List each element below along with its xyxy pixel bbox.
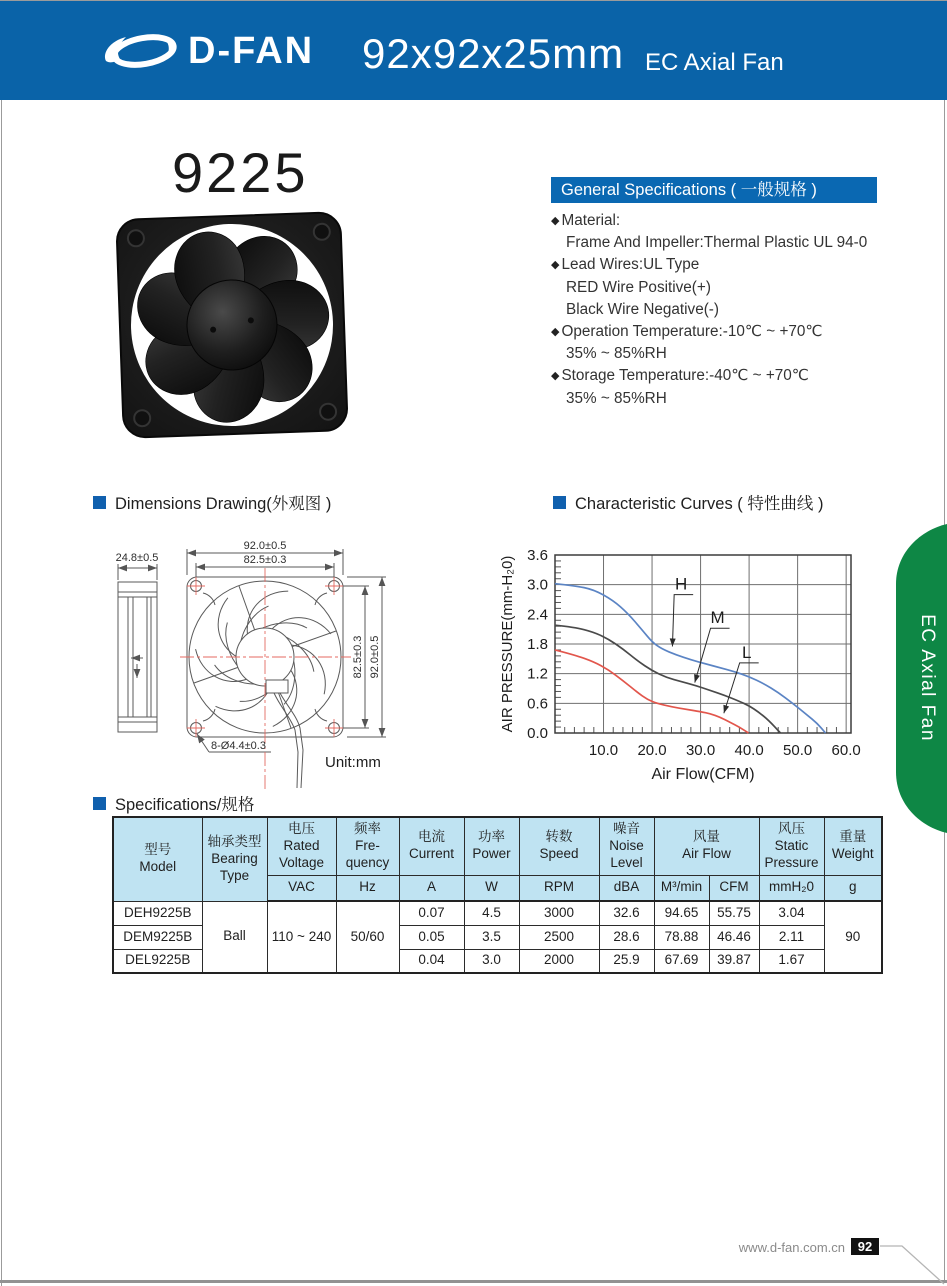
cell-airflow-m3: 78.88 [654,925,709,949]
side-tab-label: EC Axial Fan [917,614,938,742]
unit-noise: dBA [599,875,654,901]
cell-speed: 2500 [519,925,599,949]
y-tick-label: 2.4 [527,606,548,624]
footer-decoration-lines [820,1232,947,1286]
dim-outer-width: 92.0±0.5 [243,540,287,552]
unit-airflow-cfm: CFM [709,875,759,901]
y-tick-label: 3.6 [527,547,548,564]
y-tick-label: 3.0 [527,576,548,594]
diamond-bullet-icon: ◆ [551,215,560,227]
x-axis-title: Air Flow(CFM) [651,766,755,783]
cell-airflow-cfm: 55.75 [709,901,759,925]
cell-airflow-m3: 94.65 [654,901,709,925]
x-tick-label: 10.0 [588,742,619,759]
y-tick-label: 1.2 [527,665,548,683]
fan-product-image [112,210,352,440]
col-header-power: 功率 Power [464,817,519,875]
col-header-noise: 噪音 Noise Level [599,817,654,875]
curves-section-title: Characteristic Curves ( 特性曲线 ) [553,490,823,514]
cell-power: 4.5 [464,901,519,925]
unit-power: W [464,875,519,901]
dimensions-drawing [85,530,415,810]
diamond-bullet-icon: ◆ [551,259,560,272]
unit-current: A [399,875,464,901]
x-tick-label: 50.0 [783,742,813,759]
y-tick-label: 1.8 [527,636,548,653]
x-tick-label: 40.0 [734,742,764,759]
product-model-title: 9225 [172,141,309,204]
diamond-bullet-icon: ◆ [551,370,560,383]
cell-current: 0.05 [399,925,464,949]
spec-item: RED Wire Positive(+) [566,278,711,296]
spec-item: Frame And Impeller:Thermal Plastic UL 94-0 [566,234,868,252]
spec-item: Black Wire Negative(-) [566,300,719,318]
cell-model: DEL9225B [113,949,202,973]
cell-power: 3.0 [464,949,519,973]
general-specs-header: General Specifications ( 一般规格 ) [551,177,877,203]
x-tick-label: 60.0 [831,742,861,759]
cell-pressure: 3.04 [759,901,824,925]
spec-item: ◆ Storage Temperature:-40℃ ~ +70℃ [551,367,809,385]
x-tick-label: 20.0 [637,742,667,759]
cell-airflow-cfm: 39.87 [709,949,759,973]
brand-logo [100,27,314,75]
cell-current: 0.07 [399,901,464,925]
cell-speed: 2000 [519,949,599,973]
col-header-bearing: 轴承类型 Bearing Type [202,817,267,901]
dim-depth: 24.8±0.5 [115,552,159,564]
blue-square-bullet-icon [553,496,566,509]
cell-frequency: 50/60 [336,901,399,973]
y-tick-label: 0.0 [527,725,548,742]
cell-airflow-cfm: 46.46 [709,925,759,949]
unit-weight: g [824,875,882,901]
col-header-current: 电流 Current [399,817,464,875]
spec-item: 35% ~ 85%RH [566,345,667,363]
brand-name: D-FAN [188,29,315,72]
dim-unit-label: Unit:mm [325,754,381,771]
cell-voltage: 110 ~ 240 [267,901,336,973]
col-header-model: 型号 Model [113,817,202,901]
curve-label-H: H [675,574,688,594]
col-header-voltage: 电压 Rated Voltage [267,817,336,875]
col-header-frequency: 频率 Fre-quency [336,817,399,875]
cell-noise: 28.6 [599,925,654,949]
page-title: 92x92x25mm [362,30,625,77]
cell-pressure: 2.11 [759,925,824,949]
header-bar [0,1,947,100]
cell-noise: 32.6 [599,901,654,925]
general-specifications [551,177,881,410]
cell-noise: 25.9 [599,949,654,973]
spec-item: 35% ~ 85%RH [566,389,667,407]
y-axis-title: AIR PRESSURE(mm-H₂0) [499,555,516,733]
unit-voltage: VAC [267,875,336,901]
cell-current: 0.04 [399,949,464,973]
curve-M [555,625,780,733]
blue-square-bullet-icon [93,496,106,509]
cell-bearing: Ball [202,901,267,973]
side-tab [885,520,947,840]
col-header-speed: 转数 Speed [519,817,599,875]
spec-item: ◆ Lead Wires:UL Type [551,256,700,274]
page-subtitle: EC Axial Fan [645,49,784,76]
fan-swoosh-icon [100,27,182,75]
col-header-airflow: 风量 Air Flow [654,817,759,875]
y-tick-label: 0.6 [527,695,548,713]
characteristic-curves-chart [498,538,904,790]
col-header-weight: 重量 Weight [824,817,882,875]
unit-speed: RPM [519,875,599,901]
dim-holes-label: 8-Ø4.4±0.3 [211,740,266,752]
spec-table [112,816,883,974]
page-left-edge [1,0,2,1286]
x-tick-label: 30.0 [685,742,716,759]
cell-pressure: 1.67 [759,949,824,973]
specs-section-title: Specifications/规格 [93,791,254,815]
spec-item: ◆ Material: [551,212,621,229]
dim-outer-height: 92.0±0.5 [369,635,381,679]
unit-frequency: Hz [336,875,399,901]
unit-airflow-m3: M³/min [654,875,709,901]
spec-item: ◆ Operation Temperature:-10℃ ~ +70℃ [551,323,823,341]
dim-hole-pitch-v: 82.5±0.3 [352,635,364,679]
cell-model: DEM9225B [113,925,202,949]
curve-label-M: M [710,608,725,628]
dimensions-section-title: Dimensions Drawing(外观图 ) [93,490,331,514]
cell-speed: 3000 [519,901,599,925]
cell-weight: 90 [824,901,882,973]
cell-model: DEH9225B [113,901,202,925]
col-header-pressure: 风压 Static Pressure [759,817,824,875]
cell-airflow-m3: 67.69 [654,949,709,973]
general-specs-list [551,210,881,410]
dim-hole-pitch-h: 82.5±0.3 [243,554,287,566]
unit-pressure: mmH₂0 [759,875,824,901]
curve-label-L: L [741,642,752,662]
footer-website: www.d-fan.com.cn [738,1240,845,1255]
page-bottom-edge [0,1280,947,1283]
page-number-badge: 92 [851,1238,879,1255]
diamond-bullet-icon: ◆ [551,326,560,339]
cell-power: 3.5 [464,925,519,949]
table-row [113,901,882,925]
